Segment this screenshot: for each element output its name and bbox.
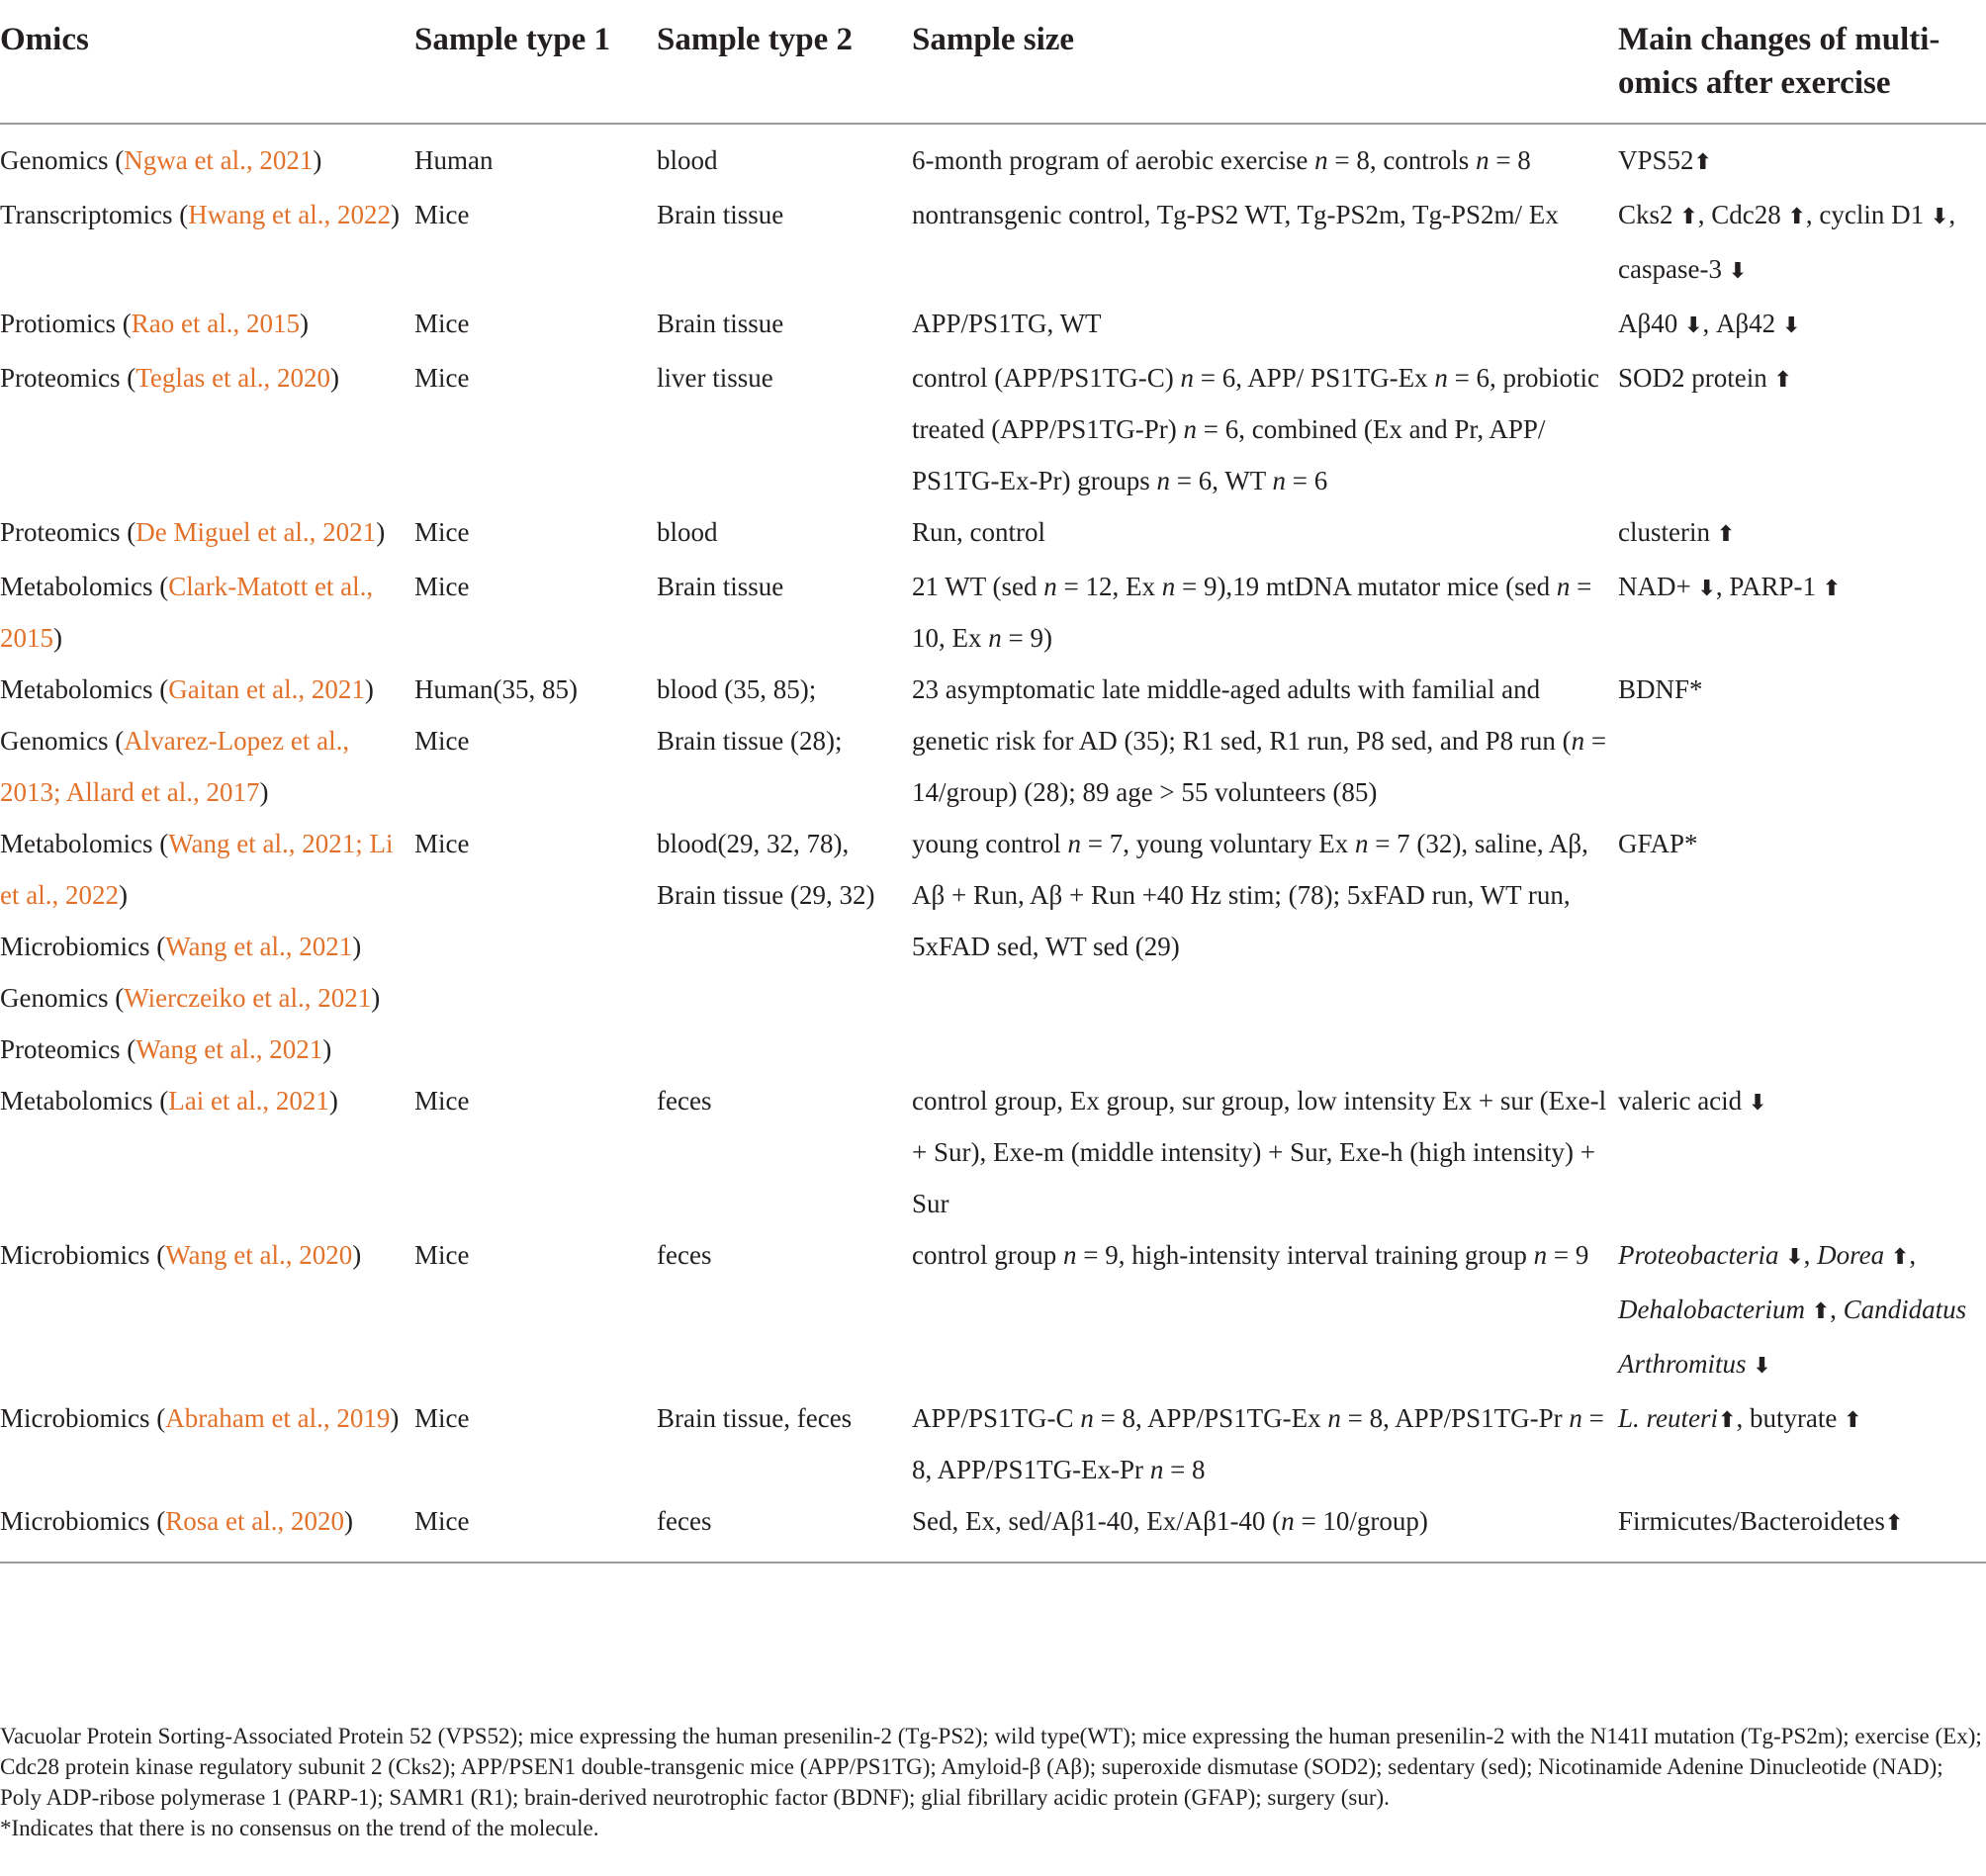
italic-text: n [1149,1455,1164,1484]
cell-text: = 8, controls [1327,145,1477,175]
cell-main-changes [1618,352,1986,506]
cell-text: Microbiomics ( [0,1506,166,1536]
cell-sample-type-2: Brain tissue [657,200,784,229]
italic-text: n [1272,466,1286,495]
cell-main-changes [1618,1229,1986,1392]
cell-omics [0,1075,414,1229]
cell-sample-type-2: Brain tissue [657,309,784,338]
cell-text: young control [912,829,1068,858]
italic-text: n [1281,1506,1295,1536]
italic-text: n [1476,145,1490,175]
cell-main-changes [1618,506,1986,561]
arrow-down-icon: ⬇ [1781,313,1801,338]
table-footnotes [0,1721,1983,1843]
cell-text: = 6, APP/ PS1TG-Ex [1194,363,1435,393]
italic-text: n [1080,1403,1094,1433]
cell-omics [0,1229,414,1392]
cell-text: ) [313,145,322,175]
cell-sample-size [912,1495,1618,1563]
cell-text: nontransgenic control, Tg-PS2 WT, Tg-PS2m, Tg-PS2m/ Ex [912,200,1559,229]
italic-text: Dehalobacterium [1618,1295,1805,1324]
italic-text: n [988,623,1002,653]
cell-sample-size [912,1229,1618,1392]
cell-text: GFAP* [1618,829,1698,858]
footnote-note: *Indicates that there is no consensus on the trend of the molecule. [0,1816,599,1840]
cell-text: , PARP-1 [1715,572,1823,601]
cell-omics [0,1392,414,1495]
cell-text: Microbiomics ( [0,1240,166,1270]
cell-sample-type-1: Mice [414,200,470,229]
reference-link[interactable]: Gaitan et al., 2021 [168,674,365,704]
cell-text: = 14/group) (28); 89 age > 55 volunteers (85) [912,726,1607,807]
cell-text: Genomics ( [0,145,125,175]
cell-text: = 8, APP/PS1TG-Ex [1093,1403,1328,1433]
table-row [0,1495,1986,1563]
arrow-up-icon: ⬆ [1716,522,1736,547]
table-row [0,664,1986,818]
cell-text: Metabolomics ( [0,829,169,858]
table-row [0,298,1986,352]
italic-text: n [1180,363,1195,393]
arrow-up-icon: ⬆ [1787,205,1806,229]
cell-text: ) [376,517,386,547]
table-row [0,818,1986,1075]
cell-sample-type-2: Brain tissue, feces [657,1403,853,1433]
cell-sample-size [912,124,1618,189]
italic-text: n [1062,1240,1077,1270]
cell-text: ) [330,363,340,393]
italic-text: n [1556,572,1571,601]
cell-text: NAD+ [1618,572,1698,601]
italic-text: n [1183,414,1197,444]
cell-sample-type-1: Mice [414,1495,657,1563]
cell-text [1805,1295,1812,1324]
cell-text: 6-month program of aerobic exercise [912,145,1315,175]
cell-sample-type-1: Mice [414,572,470,601]
cell-sample-type-1: Mice [414,309,470,338]
cell-text: 21 WT (sed [912,572,1044,601]
cell-text: BDNF* [1618,674,1703,704]
cell-text: Metabolomics ( [0,572,169,601]
arrow-up-icon: ⬆ [1844,1408,1862,1433]
cell-text: , [1803,1240,1818,1270]
cell-omics [0,298,414,352]
table-row [0,1229,1986,1392]
table-header [0,18,1986,124]
header-row [0,18,1986,124]
arrow-down-icon: ⬇ [1785,1245,1804,1270]
table-row [0,352,1986,506]
cell-main-changes [1618,664,1986,818]
cell-omics [0,818,414,1075]
cell-text: Genomics ( [0,983,125,1013]
cell-text: ) [352,1240,362,1270]
cell-text: Microbiomics ( [0,932,166,961]
cell-sample-size [912,298,1618,352]
cell-omics [0,352,414,506]
cell-text: = 8, APP/PS1TG-Pr [1340,1403,1570,1433]
cell-sample-type-2: Brain tissue [657,572,784,601]
arrow-up-icon: ⬆ [1773,368,1792,393]
italic-text: n [1354,829,1369,858]
arrow-down-icon: ⬇ [1753,1354,1771,1379]
arrow-up-icon: ⬆ [1822,577,1842,601]
cell-main-changes [1618,561,1986,664]
cell-omics [0,506,414,561]
cell-omics [0,664,414,818]
arrow-up-icon: ⬆ [1718,1408,1737,1433]
cell-text: = 6 [1285,466,1328,495]
cell-text: Firmicutes/Bacteroidetes [1618,1506,1885,1536]
cell-text: ) [364,674,374,704]
table-row [0,1075,1986,1229]
italic-text: n [1571,726,1585,756]
arrow-down-icon: ⬇ [1684,313,1703,338]
reference-link[interactable]: Wang et al., 2021 [135,1034,323,1064]
cell-text: = 8, APP/PS1TG-Ex-Pr [912,1403,1604,1484]
arrow-down-icon: ⬇ [1697,577,1716,601]
cell-main-changes [1618,1495,1986,1563]
cell-text: valeric acid [1618,1086,1749,1116]
cell-sample-type-1: Mice [414,1403,470,1433]
omics-table [0,18,1986,1563]
cell-sample-type-1: Mice [414,829,470,858]
cell-text: ) [322,1034,332,1064]
reference-link[interactable]: Lai et al., 2021 [168,1086,329,1116]
arrow-down-icon: ⬇ [1748,1091,1767,1116]
cell-sample-size [912,352,1618,506]
table-body [0,124,1986,1563]
cell-text: = 6, probiotic treated (APP/PS1TG-Pr) [912,363,1600,444]
reference-link[interactable]: Rosa et al., 2020 [165,1506,344,1536]
cell-sample-size [912,818,1618,1075]
cell-sample-type-2: feces [657,1495,912,1563]
header-sample-type-2: Sample type 2 [657,18,912,124]
cell-text: 23 asymptomatic late middle-aged adults with familial and genetic risk for AD (35); R1 sed, R1 run, P8 sed, and P8 run ( [912,674,1572,756]
cell-sample-type-2: blood (35, 85); Brain tissue (28); [657,674,843,756]
reference-link[interactable]: Teglas et al., 2020 [135,363,331,393]
cell-text: Microbiomics ( [0,1403,166,1433]
cell-text: Proteomics ( [0,363,136,393]
cell-text: APP/PS1TG-C [912,1403,1081,1433]
reference-link[interactable]: Wang et al., 2021; Li et al., 2022 [0,829,394,910]
table-row [0,124,1986,189]
arrow-up-icon: ⬆ [1693,150,1712,175]
italic-text: n [1156,466,1170,495]
italic-text: n [1067,829,1081,858]
cell-sample-type-1: Mice [414,1086,470,1116]
cell-text: ) [352,932,362,961]
cell-sample-type-2: blood [657,517,718,547]
cell-text: = 9) [1001,623,1052,653]
cell-text: = 9, high-intensity interval training group [1076,1240,1534,1270]
cell-text: ) [259,777,269,807]
cell-sample-type-1: Human(35, 85) Mice [414,674,578,756]
cell-sample-size [912,561,1618,664]
italic-text: n [1043,572,1057,601]
cell-omics [0,1495,414,1563]
cell-text: ) [390,1403,400,1433]
cell-text: Metabolomics ( [0,1086,169,1116]
cell-omics [0,189,414,298]
cell-text: control group, Ex group, sur group, low intensity Ex + sur (Exe-l + Sur), Exe-m (middle intensity) + Sur, Exe-h (high intensity) + Sur [912,1086,1607,1218]
reference-link[interactable]: Rao et al., 2015 [131,309,300,338]
cell-text [1884,1240,1891,1270]
cell-text: , Aβ42 [1702,309,1782,338]
cell-text: Metabolomics ( [0,674,169,704]
header-omics: Omics [0,18,414,124]
cell-text: = 10, Ex [912,572,1592,653]
cell-sample-type-2: blood [657,145,718,175]
cell-text: , Cdc28 [1697,200,1788,229]
table-row [0,561,1986,664]
cell-text: ) [371,983,381,1013]
cell-main-changes [1618,124,1986,189]
cell-text: ) [328,1086,338,1116]
reference-link[interactable]: Wang et al., 2020 [165,1240,353,1270]
cell-text: , [1909,1240,1917,1270]
footnote-abbreviations: Vacuolar Protein Sorting-Associated Protein 52 (VPS52); mice expressing the human presenilin-2 (Tg-PS2); wild type(WT); mice expressing the human presenilin-2 with the N141I mutation (Tg-PS2m); exercise (Ex); Cdc28 protein kinase regulatory subunit 2 (Cks2); APP/PSEN1 double-transgenic mice (APP/PS1TG); Amyloid-β (Aβ); superoxide dismutase (SOD2); sedentary (sed); Nicotinamide Adenine Dinucleotide (NAD); Poly ADP-ribose polymerase 1 (PARP-1); SAMR1 (R1); brain-derived neurotrophic factor (BDNF); glial fibrillary acidic protein (GFAP); surgery (sur). [0,1724,1982,1810]
cell-sample-type-2: blood(29, 32, 78), Brain tissue (29, 32) [657,829,875,910]
cell-main-changes [1618,298,1986,352]
cell-text: Protiomics ( [0,309,132,338]
reference-link[interactable]: Hwang et al., 2022 [188,200,391,229]
cell-text: , cyclin D1 [1805,200,1931,229]
italic-text: n [1161,572,1176,601]
cell-text: Sed, Ex, sed/Aβ1-40, Ex/Aβ1-40 ( [912,1506,1282,1536]
arrow-up-icon: ⬆ [1890,1245,1910,1270]
cell-text: , [1830,1295,1844,1324]
cell-text: , butyrate [1736,1403,1845,1433]
cell-sample-type-2: liver tissue [657,363,773,393]
arrow-down-icon: ⬇ [1930,205,1949,229]
cell-sample-type-2: feces [657,1240,712,1270]
cell-sample-type-1: Mice [414,517,470,547]
cell-omics [0,124,414,189]
cell-text: = 9 [1547,1240,1589,1270]
cell-text: Run, control [912,517,1045,547]
cell-text: ) [53,623,62,653]
cell-sample-type-2: feces [657,1086,712,1116]
cell-omics [0,561,414,664]
reference-link[interactable]: Abraham et al., 2019 [165,1403,391,1433]
cell-sample-size [912,664,1618,818]
header-sample-size: Sample size [912,18,1618,124]
cell-text: = 7 (32), saline, Aβ, Aβ + Run, Aβ + Run +40 Hz stim; (78); 5xFAD run, WT run, 5xFAD sed, WT sed (29) [912,829,1588,961]
cell-text: = 7, young voluntary Ex [1080,829,1355,858]
cell-text: = 10/group) [1294,1506,1428,1536]
cell-text: Genomics ( [0,726,125,756]
reference-link[interactable]: De Miguel et al., 2021 [135,517,377,547]
italic-text: Candidatus Arthromitus [1618,1295,1967,1379]
cell-main-changes [1618,189,1986,298]
italic-text: n [1314,145,1328,175]
table-row [0,506,1986,561]
cell-text: = 12, Ex [1056,572,1162,601]
cell-text: Proteomics ( [0,1034,136,1064]
header-sample-type-1: Sample type 1 [414,18,657,124]
italic-text: n [1434,363,1448,393]
cell-text: clusterin [1618,517,1717,547]
reference-link[interactable]: Alvarez-Lopez et al., 2013; Allard et al., 2017 [0,726,350,807]
cell-text: Transcriptomics ( [0,200,189,229]
italic-text: n [1327,1403,1341,1433]
cell-sample-type-1: Mice [414,1240,470,1270]
italic-text: n [1533,1240,1548,1270]
table-row [0,189,1986,298]
cell-sample-size [912,1075,1618,1229]
cell-text: Proteomics ( [0,517,136,547]
italic-text: n [1569,1403,1582,1433]
cell-text: = 9),19 mtDNA mutator mice (sed [1175,572,1557,601]
arrow-up-icon: ⬆ [1884,1511,1904,1536]
cell-sample-size [912,1392,1618,1495]
cell-main-changes [1618,1392,1986,1495]
arrow-up-icon: ⬆ [1679,205,1698,229]
cell-text: ) [343,1506,353,1536]
cell-main-changes [1618,818,1986,1075]
reference-link[interactable]: Wang et al., 2021 [165,932,353,961]
arrow-up-icon: ⬆ [1811,1299,1831,1324]
cell-text: control group [912,1240,1063,1270]
cell-text: ) [390,200,400,229]
cell-sample-size [912,189,1618,298]
header-main-changes: Main changes of multi-omics after exercise [1618,18,1986,124]
cell-text: SOD2 protein [1618,363,1774,393]
reference-link[interactable]: Clark-Matott et al., 2015 [0,572,374,653]
cell-text: = 6, combined (Ex and Pr, APP/ PS1TG-Ex-Pr) groups [912,414,1546,495]
cell-text: Cks2 [1618,200,1680,229]
cell-text: = 8 [1489,145,1531,175]
cell-text: control (APP/PS1TG-C) [912,363,1181,393]
reference-link[interactable]: Ngwa et al., 2021 [124,145,314,175]
cell-text: Aβ40 [1618,309,1684,338]
cell-text: = 6, WT [1170,466,1273,495]
cell-text: ) [299,309,309,338]
italic-text: Dorea [1817,1240,1885,1270]
cell-sample-type-1: Mice [414,363,470,393]
cell-text: = 8 [1163,1455,1206,1484]
cell-main-changes [1618,1075,1986,1229]
cell-text: ) [118,880,128,910]
cell-sample-type-1: Human [414,145,494,175]
cell-text: APP/PS1TG, WT [912,309,1102,338]
reference-link[interactable]: Wierczeiko et al., 2021 [124,983,372,1013]
italic-text: L. reuteri [1618,1403,1718,1433]
italic-text: Proteobacteria [1618,1240,1779,1270]
cell-text: VPS52 [1618,145,1694,175]
table-row [0,1392,1986,1495]
arrow-down-icon: ⬇ [1728,259,1748,284]
cell-text: , caspase-3 [1618,200,1956,284]
cell-sample-size [912,506,1618,561]
